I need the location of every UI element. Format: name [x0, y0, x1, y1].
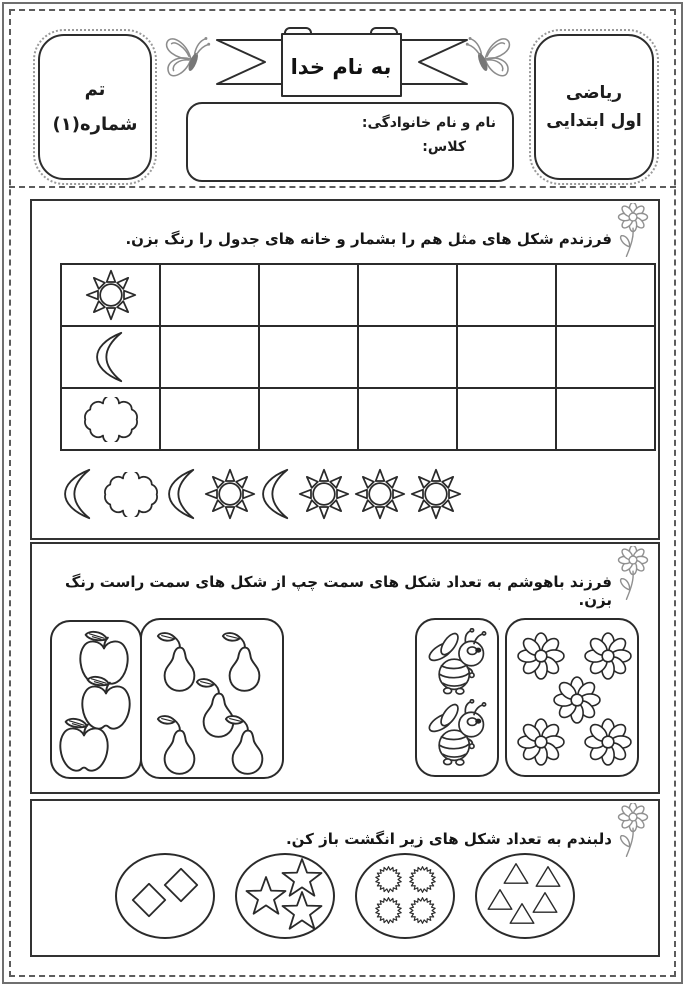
- instruction-2: فرزند باهوشم به تعداد شکل های سمت چپ از شکل های سمت راست رنگ بزن.: [64, 573, 612, 609]
- color-cell: [358, 264, 457, 326]
- shape-sequence: [62, 459, 462, 529]
- sun-icon: [354, 468, 406, 520]
- flower-icon: [614, 203, 652, 261]
- counting-table-row: [61, 326, 655, 388]
- instruction-1: فرزندم شکل های مثل هم را بشمار و خانه های جدول را رنگ بزن.: [125, 230, 612, 248]
- color-cell: [160, 264, 259, 326]
- shape-circle-2: [235, 853, 335, 939]
- color-cell: [457, 264, 556, 326]
- color-cell: [160, 326, 259, 388]
- bee-item: [425, 699, 491, 767]
- shape-circle-1: [115, 853, 215, 939]
- gear-item: [408, 865, 437, 894]
- triangle-item: [508, 901, 536, 926]
- moon-icon: [62, 468, 96, 520]
- sun-icon: [85, 269, 137, 321]
- pear-item: [223, 714, 271, 776]
- moon-icon: [166, 468, 200, 520]
- triangle-item: [502, 861, 530, 886]
- ribbon-left-tail: [217, 40, 291, 84]
- triangle-item: [534, 864, 562, 889]
- gear-item: [374, 896, 403, 925]
- row-label-cell: [61, 264, 160, 326]
- daisy-icon: [581, 715, 635, 769]
- pear-icon: [155, 714, 203, 776]
- counting-table-row: [61, 388, 655, 450]
- daisy-item: [514, 715, 568, 769]
- apple-icon: [55, 715, 113, 775]
- pear-icon: [223, 714, 271, 776]
- daisy-icon: [514, 715, 568, 769]
- subject-box: [534, 34, 654, 180]
- pear-item: [155, 714, 203, 776]
- butterfly-icon: [464, 32, 514, 88]
- bee-item: [425, 628, 491, 696]
- triangle-icon: [534, 864, 562, 889]
- color-cell: [556, 388, 655, 450]
- class-label: کلاس:: [422, 139, 466, 155]
- color-cell: [457, 388, 556, 450]
- gear-icon: [374, 865, 403, 894]
- section-match-count-color: [30, 542, 660, 794]
- color-cell: [358, 326, 457, 388]
- theme-number: شماره(۱): [52, 114, 138, 135]
- student-name-box: [186, 102, 514, 182]
- moon-icon: [94, 331, 128, 383]
- bismillah-banner: [213, 26, 471, 104]
- subject-line1: ریاضی: [565, 83, 623, 103]
- bismillah-text: به نام خدا: [290, 55, 392, 79]
- color-cell: [160, 388, 259, 450]
- row-label-cell: [61, 388, 160, 450]
- count-box-2: [140, 618, 284, 779]
- triangle-icon: [502, 861, 530, 886]
- sun-icon: [410, 468, 462, 520]
- shape-circle-4: [475, 853, 575, 939]
- color-cell: [556, 264, 655, 326]
- daisy-item: [581, 715, 635, 769]
- sun-icon: [298, 468, 350, 520]
- triangle-icon: [508, 901, 536, 926]
- theme-label: تم: [84, 79, 106, 100]
- bee-icon: [425, 699, 491, 767]
- subject-line2: اول ابتدایی: [546, 111, 642, 131]
- row-label-cell: [61, 326, 160, 388]
- color-cell: [259, 388, 358, 450]
- apple-item: [55, 715, 113, 775]
- color-cell: [259, 264, 358, 326]
- diamond-icon: [163, 867, 199, 903]
- circles-row: [32, 853, 658, 939]
- cloud-icon: [80, 397, 142, 442]
- star-icon: [281, 891, 323, 931]
- color-cell: [457, 326, 556, 388]
- theme-number-box: [38, 34, 152, 180]
- count-box-3: [415, 618, 499, 777]
- star-item: [281, 891, 323, 931]
- color-cell: [556, 326, 655, 388]
- gear-icon: [374, 896, 403, 925]
- moon-icon: [260, 468, 294, 520]
- color-cell: [358, 388, 457, 450]
- gear-item: [374, 865, 403, 894]
- count-box-1: [50, 620, 142, 779]
- ribbon-right-tail: [393, 40, 467, 84]
- shape-circle-3: [355, 853, 455, 939]
- instruction-3: دلبندم به تعداد شکل های زیر انگشت باز کن.: [285, 830, 612, 848]
- gear-icon: [408, 896, 437, 925]
- count-box-4: [505, 618, 639, 777]
- gear-item: [408, 896, 437, 925]
- section-count-and-color: [30, 199, 660, 540]
- diamond-icon: [131, 882, 167, 918]
- counting-table-row: [61, 264, 655, 326]
- sun-icon: [204, 468, 256, 520]
- header-divider: [9, 186, 676, 188]
- section-finger-count: [30, 799, 660, 957]
- flower-icon: [614, 546, 652, 604]
- counting-table: [60, 263, 656, 451]
- bee-icon: [425, 628, 491, 696]
- cloud-icon: [100, 472, 162, 517]
- diamond-item: [163, 867, 199, 903]
- color-cell: [259, 326, 358, 388]
- name-label: نام و نام خانوادگی:: [361, 115, 496, 131]
- gear-icon: [408, 865, 437, 894]
- butterfly-icon: [162, 32, 212, 88]
- diamond-item: [131, 882, 167, 918]
